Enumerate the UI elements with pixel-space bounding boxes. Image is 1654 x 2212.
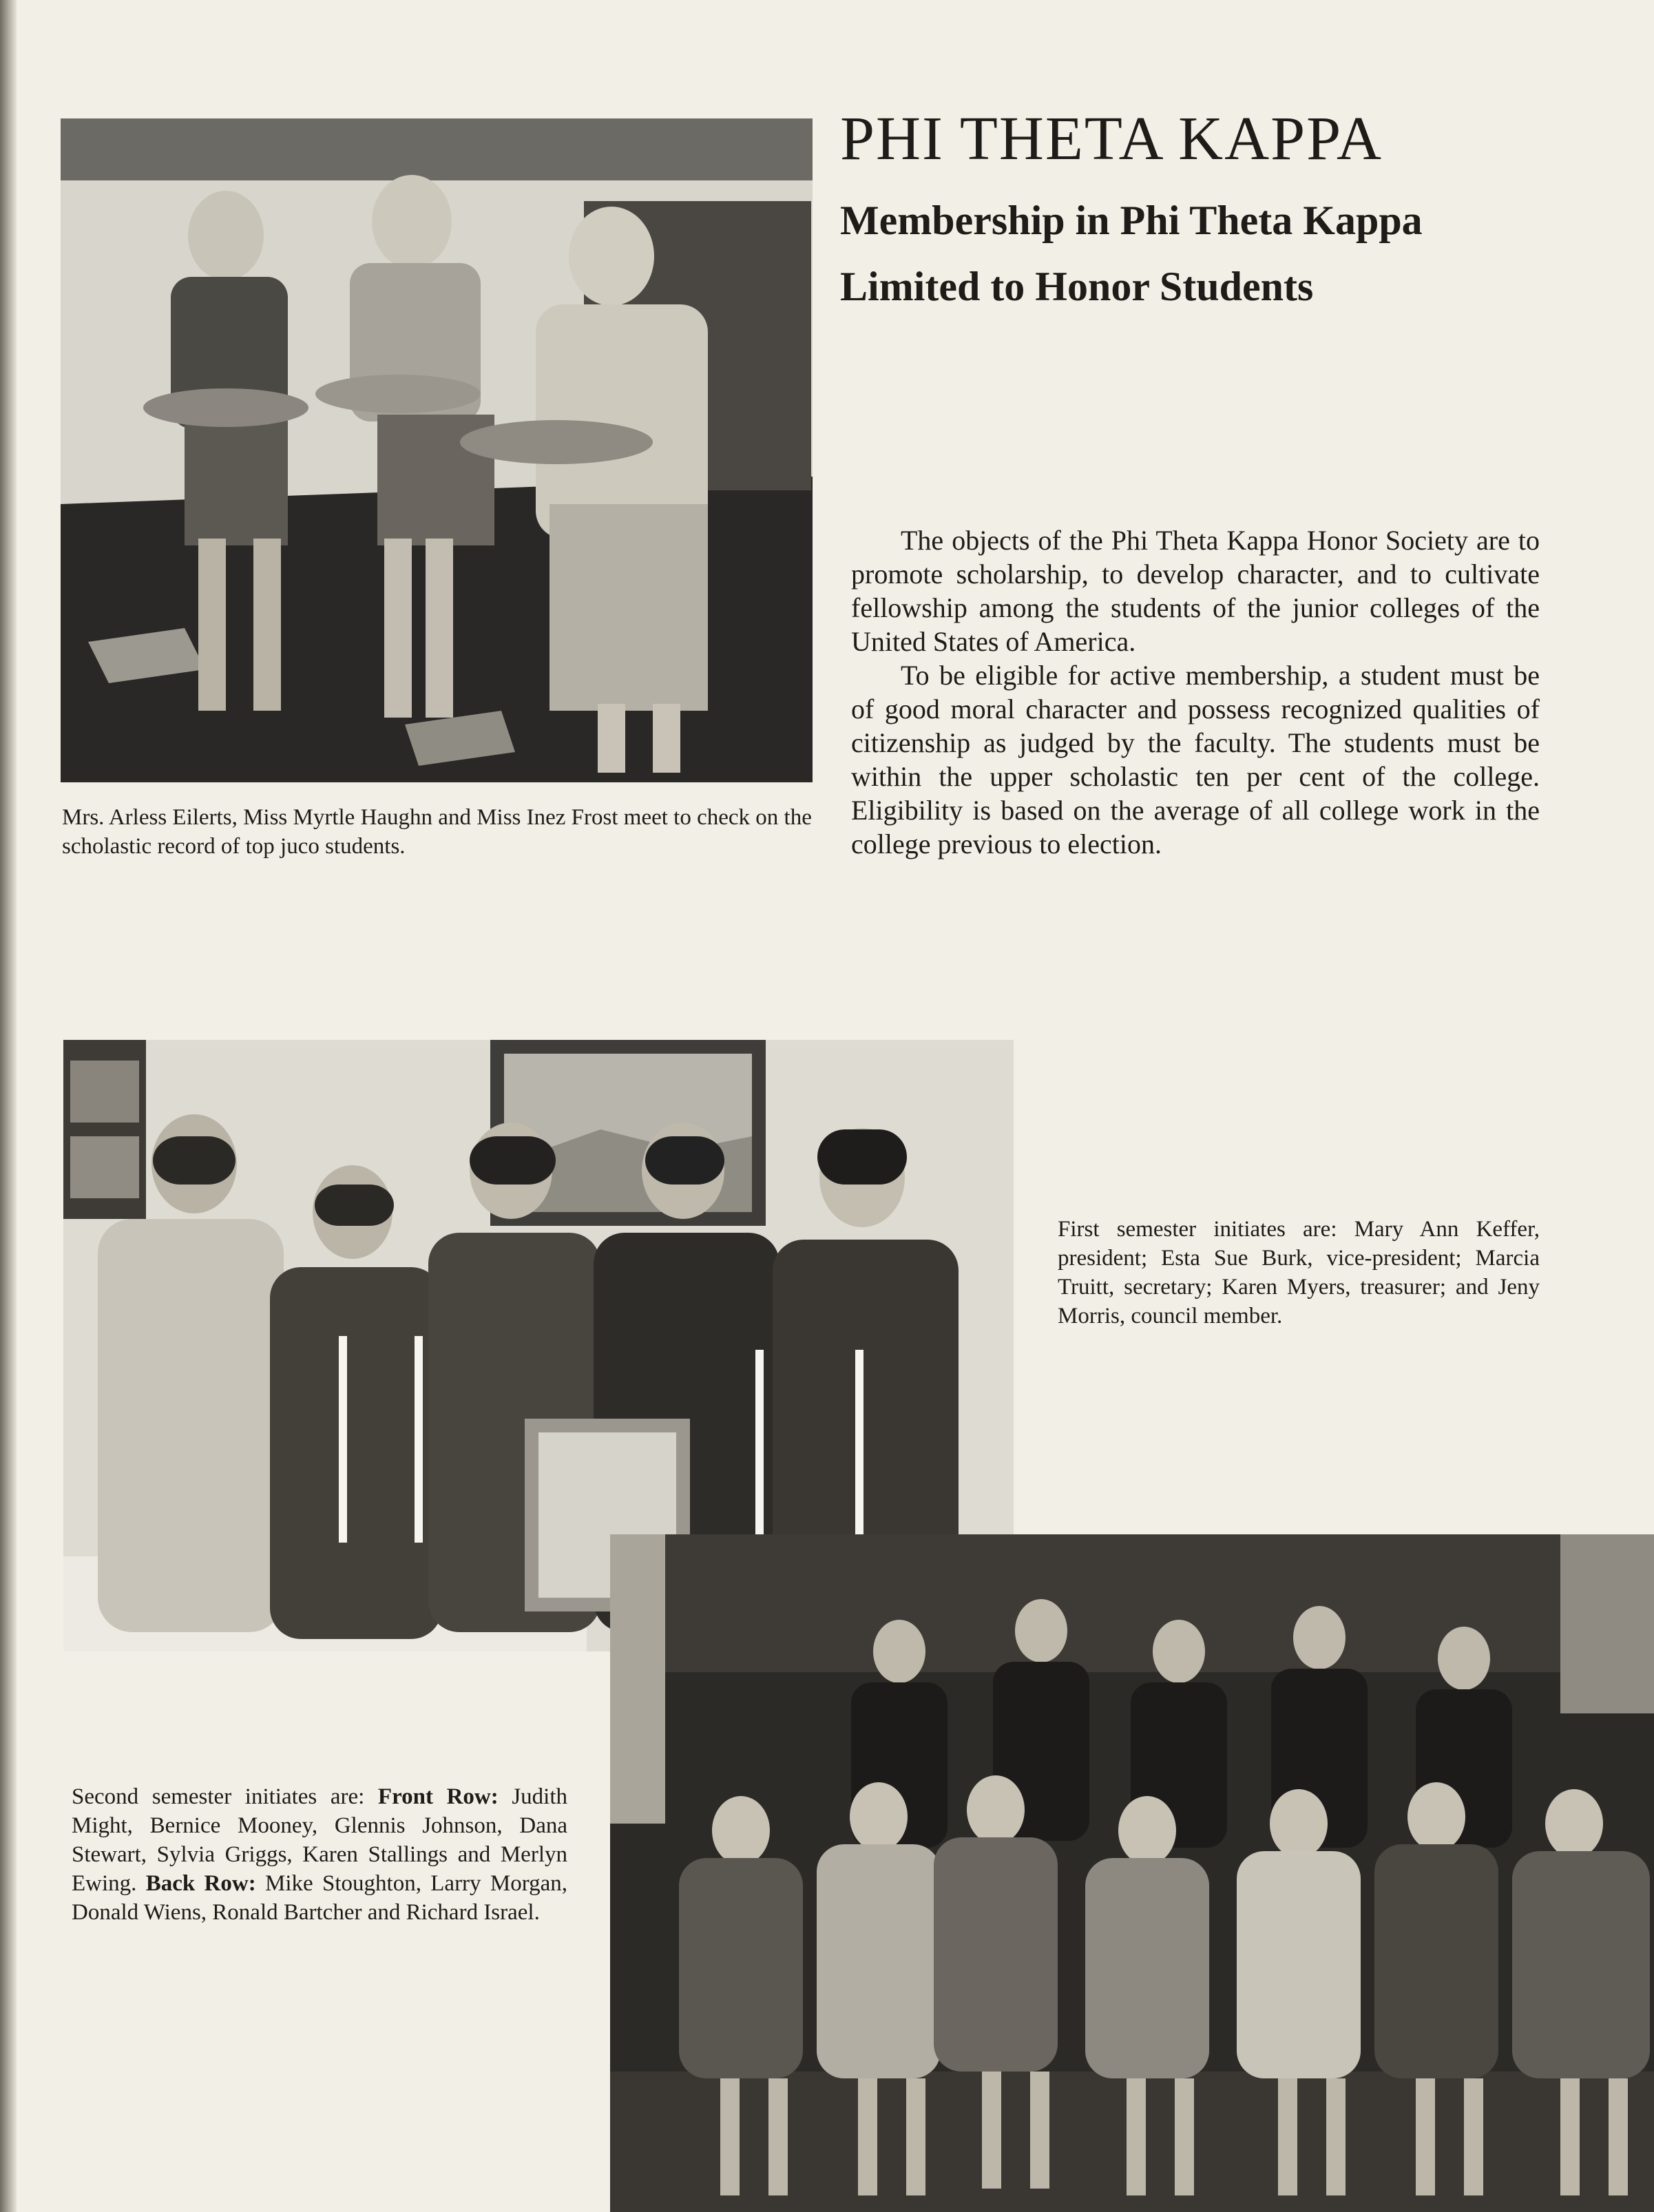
initiates-caption-intro: Second semester initiates are: (72, 1784, 378, 1809)
subtitle-line-1: Membership in Phi Theta Kappa (840, 198, 1423, 243)
body-paragraph-1: The objects of the Phi Theta Kappa Honor Society are to promote scholarship, to develop character, and to cultivate fellowship among the students of the junior colleges of the United States of America. (851, 525, 1540, 657)
front-row-names: Judith Might, Bernice Mooney, Glennis Johnson, Dana Stewart, Sylvia Griggs, Karen Stallings and Merlyn Ewing. (72, 1784, 568, 1896)
page-binding-edge (0, 0, 17, 2212)
initiates-group-photo (610, 1534, 1654, 2212)
subtitle-line-2: Limited to Honor Students (840, 264, 1314, 309)
front-row-label: Front Row: (377, 1784, 499, 1809)
initiates-caption (72, 1782, 567, 1927)
faculty-photo (61, 118, 813, 782)
back-row-names: Mike Stoughton, Larry Morgan, Donald Wiens, Ronald Bartcher and Richard Israel. (72, 1871, 567, 1925)
body-paragraph-2: To be eligible for active membership, a student must be of good moral character and possess recognized qualities of citizenship as judged by the faculty. The students must be within the upper scholastic ten per cent of the college. Eligibility is based on the average of all college work in the college previous to election. (851, 660, 1540, 859)
faculty-caption: Mrs. Arless Eilerts, Miss Myrtle Haughn and Miss Inez Frost meet to check on the scholastic record of top juco students. (62, 805, 812, 859)
article-body (851, 523, 1540, 861)
page-title: PHI THETA KAPPA (840, 105, 1383, 173)
back-row-label: Back Row: (145, 1871, 256, 1896)
officers-caption: First semester initiates are: Mary Ann Keffer, president; Esta Sue Burk, vice-president; Marcia Truitt, secretary; Karen Myers, treasurer; and Jeny Morris, council member. (1058, 1217, 1540, 1328)
page-subtitle (840, 187, 1625, 320)
